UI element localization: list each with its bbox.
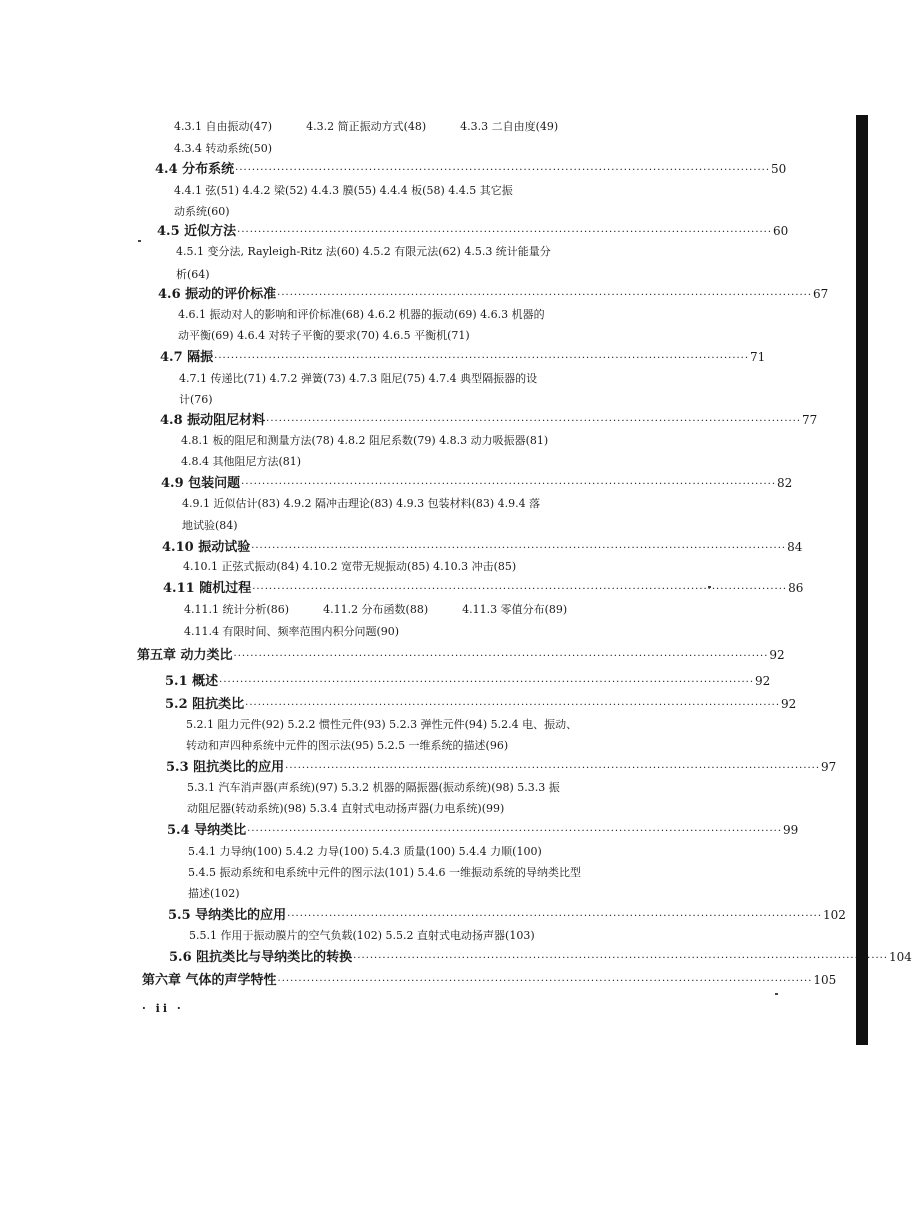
chapter-title: 第五章 动力类比: [137, 648, 233, 663]
toc-entry: 4.9.1 近似估计(83) 4.9.2 隔冲击理论(83) 4.9.3 包装材料(83) 4.9.4 落: [182, 497, 541, 510]
toc-entry: 4.11.4 有限时间、频率范围内积分问题(90): [184, 625, 400, 638]
page-number: 92: [755, 674, 771, 688]
dot-leader: ································································································································: [214, 353, 750, 364]
dot-leader: ································································································································: [266, 416, 802, 427]
toc-subsection: 4.3.1 自由振动(47): [174, 120, 273, 133]
toc-entry: 4.6.1 振动对人的影响和评价标准(68) 4.6.2 机器的振动(69) 4.6.3 机器的: [178, 308, 545, 321]
section-title: 4.11 随机过程: [163, 581, 252, 596]
section-title: 5.6 阻抗类比与导纳类比的转换: [169, 950, 353, 965]
toc-section-5-1: [165, 670, 771, 689]
section-title: 4.4 分布系统: [155, 162, 235, 177]
toc-section-5-6: [169, 946, 912, 965]
toc-entry: 4.4.1 弦(51) 4.4.2 梁(52) 4.4.3 膜(55) 4.4.4 板(58) 4.4.5 其它振: [174, 184, 513, 197]
dot-leader: ································································································································: [277, 290, 813, 301]
toc-entry: 计(76): [179, 393, 213, 406]
chapter-title: 第六章 气体的声学特性: [142, 973, 277, 988]
toc-section-4-9: [161, 472, 793, 491]
section-title: 5.1 概述: [165, 674, 219, 689]
page-footer-number: · ii ·: [142, 1002, 184, 1015]
toc-subsection: 4.3.3 二自由度(49): [460, 120, 559, 133]
toc-section-5-2: [165, 693, 797, 712]
dot-leader: ································································································································: [287, 911, 823, 922]
page-number: 102: [823, 908, 846, 922]
toc-entry: 5.3.1 汽车消声器(声系统)(97) 5.3.2 机器的隔振器(振动系统)(98) 5.3.3 振: [187, 781, 560, 794]
toc-subsection: 4.11.3 零值分布(89): [462, 603, 568, 616]
toc-section-4-7: [160, 346, 766, 365]
page-number: 99: [783, 823, 799, 837]
page-number: 82: [777, 476, 793, 490]
page-number: 60: [773, 224, 789, 238]
dot-leader: ································································································································: [251, 543, 787, 554]
toc-entry: 4.5.1 变分法, Rayleigh-Ritz 法(60) 4.5.2 有限元法(62) 4.5.3 统计能量分: [176, 245, 551, 258]
page-number: 71: [750, 350, 766, 364]
toc-entry: 描述(102): [188, 887, 240, 900]
toc-section-4-11: [163, 577, 804, 596]
page-number: 92: [769, 648, 785, 662]
toc-subsection: 4.11.2 分布函数(88): [323, 603, 429, 616]
dot-leader: ································································································································: [285, 763, 821, 774]
section-title: 5.2 阻抗类比: [165, 697, 245, 712]
page-number: 67: [813, 287, 829, 301]
toc-entry: 5.2.1 阻力元件(92) 5.2.2 惯性元件(93) 5.2.3 弹性元件(94) 5.2.4 电、振动、: [186, 718, 578, 731]
toc-entry: 4.8.4 其他阻尼方法(81): [181, 455, 302, 468]
page-number: 86: [788, 581, 804, 595]
dot-leader: ································································································································: [353, 953, 889, 964]
toc-section-5-4: [167, 819, 799, 838]
toc-section-4-10: [162, 536, 803, 555]
dot-leader: ································································································································: [277, 976, 813, 987]
page-number: 50: [771, 162, 787, 176]
section-title: 5.5 导纳类比的应用: [168, 908, 287, 923]
page-number: 84: [787, 540, 803, 554]
toc-entry: 动平衡(69) 4.6.4 对转子平衡的要求(70) 4.6.5 平衡机(71): [178, 329, 470, 342]
toc-section-4-8: [160, 409, 818, 428]
toc-subsection: 4.3.2 简正振动方式(48): [306, 120, 427, 133]
toc-section-4-4: [155, 158, 787, 177]
toc-entry: 4.3.4 转动系统(50): [174, 142, 273, 155]
page-number: 97: [821, 760, 837, 774]
section-title: 4.9 包装问题: [161, 476, 241, 491]
toc-section-4-6: [158, 283, 829, 302]
section-title: 4.7 隔振: [160, 350, 214, 365]
toc-entry: [184, 601, 567, 617]
section-title: 4.10 振动试验: [162, 540, 251, 555]
section-title: 4.6 振动的评价标准: [158, 287, 277, 302]
page-number: 92: [781, 697, 797, 711]
dot-leader: ································································································································: [233, 651, 769, 662]
toc-entry: 5.4.1 力导纳(100) 5.4.2 力导(100) 5.4.3 质量(100) 5.4.4 力顺(100): [188, 845, 542, 858]
toc-section-5-5: [168, 904, 846, 923]
toc-entry: 5.5.1 作用于振动膜片的空气负载(102) 5.5.2 直射式电动扬声器(103): [189, 929, 535, 942]
toc-subsection: 4.11.1 统计分析(86): [184, 603, 290, 616]
toc-entry: [174, 118, 558, 134]
toc-entry: 动阻尼器(转动系统)(98) 5.3.4 直射式电动扬声器(力电系统)(99): [187, 802, 505, 815]
toc-entry: 地试验(84): [182, 519, 238, 532]
page-number: 77: [802, 413, 818, 427]
dot-leader: ································································································································: [241, 479, 777, 490]
section-title: 5.4 导纳类比: [167, 823, 247, 838]
page-number: 104: [889, 950, 912, 964]
page-number: 105: [813, 973, 837, 987]
dot-leader: ································································································································: [252, 584, 788, 595]
section-title: 4.5 近似方法: [157, 224, 237, 239]
toc-entry: 4.7.1 传递比(71) 4.7.2 弹簧(73) 4.7.3 阻尼(75) 4.7.4 典型隔振器的设: [179, 372, 538, 385]
toc-entry: 析(64): [176, 268, 210, 281]
toc-section-5-3: [166, 756, 837, 775]
dot-leader: ································································································································: [245, 700, 781, 711]
toc-entry: 动系统(60): [174, 205, 230, 218]
section-title: 4.8 振动阻尼材料: [160, 413, 266, 428]
dot-leader: ································································································································: [235, 165, 771, 176]
toc-chapter-6: [142, 969, 837, 988]
dot-leader: ································································································································: [237, 227, 773, 238]
toc-chapter-5: [137, 644, 785, 663]
toc-entry: 转动和声四种系统中元件的图示法(95) 5.2.5 一维系统的描述(96): [186, 739, 509, 752]
toc-section-4-5: [157, 220, 789, 239]
section-title: 5.3 阻抗类比的应用: [166, 760, 285, 775]
dot-leader: ································································································································: [247, 826, 783, 837]
toc-entry: 4.8.1 板的阻尼和测量方法(78) 4.8.2 阻尼系数(79) 4.8.3 动力吸振器(81): [181, 434, 549, 447]
toc-entry: 5.4.5 振动系统和电系统中元件的图示法(101) 5.4.6 一维振动系统的导纳类比型: [188, 866, 582, 879]
toc-entry: 4.10.1 正弦式振动(84) 4.10.2 宽带无规振动(85) 4.10.3 冲击(85): [183, 560, 517, 573]
dot-leader: ································································································································: [219, 677, 755, 688]
